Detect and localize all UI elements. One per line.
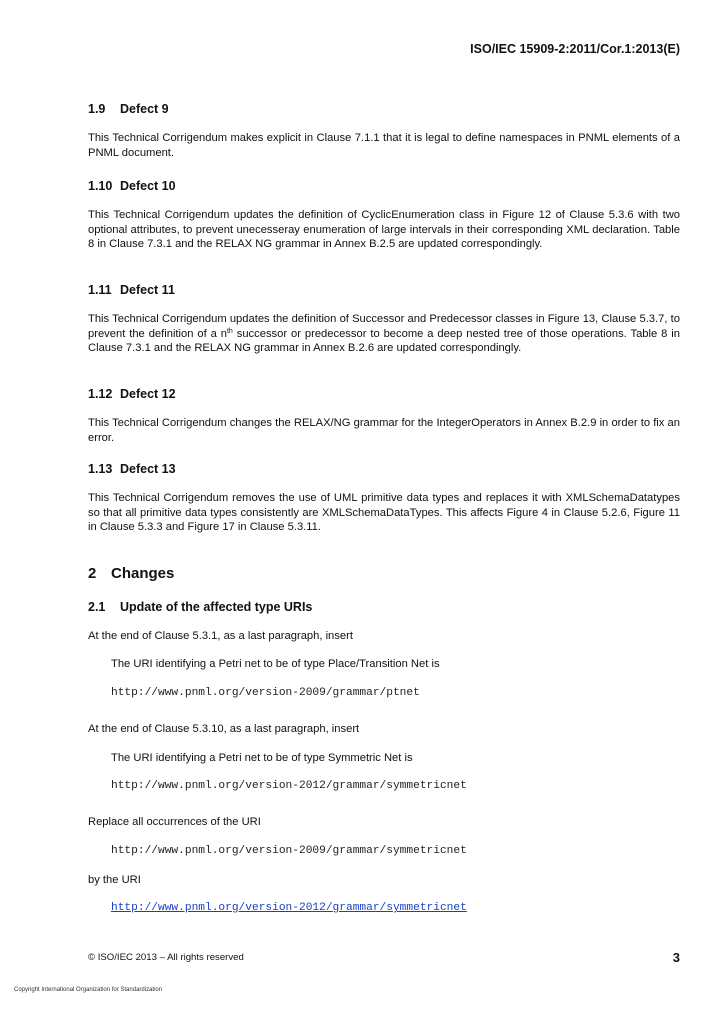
section-title: Defect 10 [120, 179, 176, 193]
section-heading-defect-10 [88, 179, 176, 193]
subsection-heading-update-uris [88, 600, 312, 614]
section-title: Update of the affected type URIs [120, 600, 313, 614]
copyright-footer: © ISO/IEC 2013 – All rights reserved [88, 952, 244, 963]
section-paragraph-defect-10: This Technical Corrigendum updates the definition of CyclicEnumeration class in Figure 12 of Clause 5.3.6 with two optional attributes, to prevent unecesseray enumeration of large intervals in their corresponding XML declaration. Table 8 in Clause 7.3.1 and the RELAX NG grammar in Annex B.2.5 are updated correspondingly. [88, 209, 680, 250]
inserted-text: The URI identifying a Petri net to be of type Place/Transition Net is [111, 658, 440, 670]
section-heading-defect-11 [88, 283, 175, 297]
section-title: Defect 9 [120, 102, 169, 116]
section-paragraph-defect-11 [88, 312, 680, 356]
section-paragraph-defect-12: This Technical Corrigendum changes the RELAX/NG grammar for the IntegerOperators in Annex B.2.9 in order to fix an error. [88, 417, 680, 444]
section-number: 1.12 [88, 387, 113, 401]
section-heading-changes [88, 565, 174, 582]
uri-code: http://www.pnml.org/version-2009/grammar/ptnet [111, 687, 420, 699]
instruction-text: At the end of Clause 5.3.10, as a last paragraph, insert [88, 723, 360, 735]
licensing-notice: Copyright International Organization for Standardization [14, 987, 163, 993]
instruction-text: At the end of Clause 5.3.1, as a last paragraph, insert [88, 630, 353, 642]
section-number: 1.10 [88, 179, 113, 193]
section-number: 2 [88, 565, 97, 582]
section-paragraph-defect-9: This Technical Corrigendum makes explicit in Clause 7.1.1 that it is legal to define namespaces in PNML elements of a PNML document. [88, 132, 680, 159]
section-number: 1.11 [88, 283, 112, 297]
uri-code: http://www.pnml.org/version-2012/grammar/symmetricnet [111, 780, 467, 792]
section-heading-defect-12 [88, 387, 176, 401]
section-heading-defect-13 [88, 462, 176, 476]
inserted-text: The URI identifying a Petri net to be of type Symmetric Net is [111, 752, 413, 764]
section-title: Defect 13 [120, 462, 176, 476]
paragraph-text: This Technical Corrigendum updates the definition of Successor and Predecessor classes in Figure 13, Clause 5.3.7, to prevent the definition of a n [88, 313, 680, 340]
instruction-text: Replace all occurrences of the URI [88, 816, 261, 828]
document-id-header: ISO/IEC 15909-2:2011/Cor.1:2013(E) [470, 42, 680, 56]
section-title: Defect 12 [120, 387, 176, 401]
superscript: th [226, 327, 233, 335]
section-paragraph-defect-13: This Technical Corrigendum removes the use of UML primitive data types and replaces it with XMLSchemaDatatypes so that all primitive data types consistently are XMLSchemaDataTypes. This affects Figure 4 in Clause 5.2.6, Figure 11 in Clause 5.3.3 and Figure 17 in Clause 5.3.11. [88, 492, 680, 533]
uri-code: http://www.pnml.org/version-2009/grammar/symmetricnet [111, 845, 467, 857]
section-heading-defect-9 [88, 102, 169, 116]
instruction-text: by the URI [88, 874, 141, 886]
section-title: Changes [111, 565, 175, 582]
paragraph-text: successor or predecessor to become a deep nested tree of those operations. Table 8 in Clause 7.3.1 and the RELAX NG grammar in Annex B.2.6 are updated correspondingly. [88, 327, 680, 354]
uri-link[interactable]: http://www.pnml.org/version-2012/grammar/symmetricnet [111, 902, 467, 914]
section-title: Defect 11 [120, 283, 175, 297]
page-number: 3 [672, 950, 680, 965]
section-number: 1.9 [88, 102, 106, 116]
section-number: 2.1 [88, 600, 106, 614]
section-number: 1.13 [88, 462, 113, 476]
